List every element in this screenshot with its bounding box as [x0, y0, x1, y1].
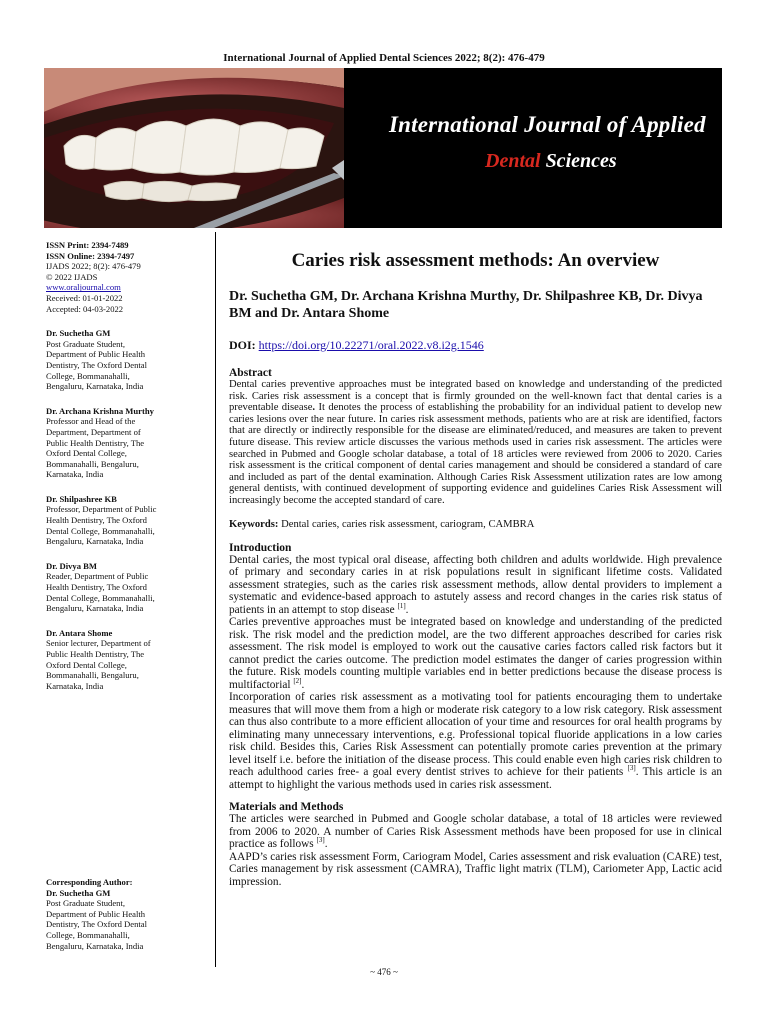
methods-paragraph-1: The articles were searched in Pubmed and Google scholar database, a total of 18 articles were reviewed from 2006 to 2020. A number of Caries Risk Assessment methods have been proposed for use in clinical practice as follows [3].	[229, 813, 722, 851]
author-affiliation-block	[46, 494, 211, 547]
corresponding-affiliation-line: Bengaluru, Karnataka, India	[46, 940, 144, 951]
website-link[interactable]: www.oraljournal.com	[46, 282, 121, 293]
citation-1: [1]	[397, 601, 406, 610]
affiliation-line: Department, Department of	[46, 426, 141, 437]
author-affiliation-block	[46, 561, 211, 614]
affiliation-line: Bommanahalli, Bengaluru,	[46, 670, 139, 681]
author-affiliations	[46, 328, 211, 691]
doi-label: DOI:	[229, 338, 256, 352]
journal-banner	[44, 68, 722, 228]
ijads-volume: IJADS 2022; 8(2): 476-479	[46, 261, 141, 272]
banner-subtitle-dental: Dental	[485, 150, 541, 172]
author-name: Dr. Suchetha GM	[46, 328, 111, 339]
corresponding-affiliation-line: College, Bommanahalli,	[46, 929, 130, 940]
affiliation-line: Dental College, Bommanahalli,	[46, 592, 155, 603]
introduction-heading: Introduction	[229, 541, 292, 554]
article-authors: Dr. Suchetha GM, Dr. Archana Krishna Murthy, Dr. Shilpashree KB, Dr. Divya BM and Dr. Antara Shome	[229, 289, 703, 321]
affiliation-line: Senior lecturer, Department of	[46, 638, 151, 649]
methods-paragraph-2: AAPD’s caries risk assessment Form, Cariogram Model, Caries assessment and risk evaluation (CARE) test, Caries management by risk assessment (CAMRA), Traffic light matrix (TLM), Cariometer App, Lactic acid impression.	[229, 850, 722, 888]
affiliation-line: Public Health Dentistry, The	[46, 649, 145, 659]
affiliation-line: Health Dentistry, The Oxford	[46, 582, 147, 593]
author-name: Dr. Shilpashree KB	[46, 493, 117, 504]
intro-paragraph-2: Caries preventive approaches must be integrated based on knowledge and understanding of the predicted risk. The risk model and the prediction model, are the two different approaches described for caries risk assessment. The risk model is employed to work out the causative caries factors called risk factors but it cannot predict the caries outcome. The prediction model estimates the danger of caries progression within the future. Risk models counting multiple variables end in better predictions because the disease process is multifactorial [2].	[229, 616, 722, 691]
doi-link[interactable]: https://doi.org/10.22271/oral.2022.v8.i2g.1546	[258, 338, 484, 352]
page-number: ~ 476 ~	[370, 967, 398, 977]
intro-paragraph-3: Incorporation of caries risk assessment as a motivating tool for patients encouraging them to undertake measures that will move them from a high or moderate risk category to a low risk category. Risk assessment can thus also contribute to a more efficient allocation of your time and resources for oral health programs by eliminating many unnecessary interventions, e.g. Professional topical fluoride applications in a low caries risk child. Besides this, Caries Risk Assessment can potentially promote caries prevention at the primary level itself i.e. before the initiation of the disease process. This could enable even high caries risk children to reach adulthood caries free- a goal every dentist strives to achieve for their patients [3]. This article is an attempt to highlight the various methods used in caries risk assessment.	[229, 691, 722, 791]
corresponding-label: Corresponding Author:	[46, 877, 133, 887]
affiliation-line: Bengaluru, Karnataka, India	[46, 536, 144, 547]
author-affiliation-block	[46, 406, 211, 480]
affiliation-line: Public Health Dentistry, The	[46, 437, 145, 448]
abstract-text: Dental caries preventive approaches must be integrated based on knowledge and understanding of the predicted risk. Caries risk assessment is a concept that is firmly grounded on the well-known fact that dental caries is a preventable disease. It denotes the process of establishing the probability for an individual patient to develop new caries lesions over the near future. In caries risk assessment methods, patients who are at risk are identified, factors that are directly or indirectly responsible for the disease are eliminated/reduced, and measures are taken to prevent future disease. This review article discusses the various methods used in caries risk assessment. The articles were searched in Pubmed and Google scholar database, a total of 18 articles were reviewed from 2006 to 2020. Caries risk assessment is the critical component of dental caries management and should be considered a standard of care and included as part of the dental examination. Although Caries Risk Assessment utilization rates are low among general dentists, with continued development of supporting evidence and guidelines Caries Risk Assessment will increasingly become the accepted standard of care.	[229, 379, 722, 506]
affiliation-line: Health Dentistry, The Oxford	[46, 515, 147, 526]
affiliation-line: Professor and Head of the	[46, 416, 136, 427]
affiliation-line: Karnataka, India	[46, 680, 104, 691]
intro-paragraph-1: Dental caries, the most typical oral disease, affecting both children and adults worldwide. High prevalence of primary and secondary caries in at risk populations result in significant lifetime costs. Validated assessment strategies, such as the caries risk assessment methods, allow dental providers to implement a systematic and evidence-based approach to astutely assess and record changes in the caries risk status of patients in an attempt to stop disease [1].	[229, 553, 722, 616]
affiliation-line: Reader, Department of Public	[46, 571, 149, 582]
received-date: Received: 01-01-2022	[46, 292, 123, 303]
copyright: © 2022 IJADS	[46, 271, 98, 282]
citation-3b: [3]	[316, 836, 325, 845]
author-affiliation-block	[46, 328, 211, 392]
issn-online: ISSN Online: 2394-7497	[46, 250, 135, 261]
affiliation-line: Professor, Department of Public	[46, 504, 157, 515]
corresponding-author	[46, 877, 211, 951]
materials-methods-heading: Materials and Methods	[229, 801, 344, 814]
affiliation-line: Department of Public Health	[46, 349, 146, 360]
smile-photo	[44, 68, 722, 228]
keywords	[229, 519, 722, 530]
affiliation-line: Dentistry, The Oxford Dental	[46, 359, 147, 370]
affiliation-line: Oxford Dental College,	[46, 448, 127, 459]
affiliation-line: Post Graduate Student,	[46, 338, 126, 349]
affiliation-line: College, Bommanahalli,	[46, 370, 130, 381]
journal-citation-header: International Journal of Applied Dental Sciences 2022; 8(2): 476-479	[223, 52, 545, 64]
corresponding-affiliation	[46, 898, 211, 951]
corresponding-affiliation-line: Department of Public Health	[46, 908, 146, 919]
affiliation-line: Karnataka, India	[46, 469, 104, 480]
author-name: Dr. Antara Shome	[46, 627, 113, 638]
keywords-list: Dental caries, caries risk assessment, cariogram, CAMBRA	[278, 518, 535, 530]
affiliation-line: Oxford Dental College,	[46, 659, 127, 670]
sidebar	[46, 240, 211, 691]
author-name: Dr. Divya BM	[46, 560, 98, 571]
affiliation-line: Bengaluru, Karnataka, India	[46, 603, 144, 614]
corresponding-affiliation-line: Post Graduate Student,	[46, 898, 126, 909]
article-main	[229, 250, 722, 888]
abstract-heading: Abstract	[229, 367, 272, 379]
column-divider	[215, 232, 216, 967]
doi-line	[229, 338, 722, 353]
affiliation-line: Bengaluru, Karnataka, India	[46, 381, 144, 392]
author-name: Dr. Archana Krishna Murthy	[46, 405, 154, 416]
affiliation-line: Dental College, Bommanahalli,	[46, 525, 155, 536]
banner-title: International Journal of Applied	[389, 112, 706, 137]
keywords-label: Keywords:	[229, 518, 279, 530]
citation-2: [2]	[293, 676, 302, 685]
corresponding-affiliation-line: Dentistry, The Oxford Dental	[46, 919, 147, 930]
affiliation-line: Bommanahalli, Bengaluru,	[46, 458, 139, 469]
publication-meta	[46, 240, 211, 314]
citation-3: [3]	[627, 764, 636, 773]
banner-subtitle-sciences: Sciences	[540, 150, 617, 172]
article-title: Caries risk assessment methods: An overview	[291, 250, 660, 271]
accepted-date: Accepted: 04-03-2022	[46, 303, 124, 314]
banner-subtitle	[485, 150, 617, 173]
corresponding-name: Dr. Suchetha GM	[46, 887, 111, 898]
issn-print: ISSN Print: 2394-7489	[46, 240, 129, 250]
author-affiliation-block	[46, 628, 211, 692]
